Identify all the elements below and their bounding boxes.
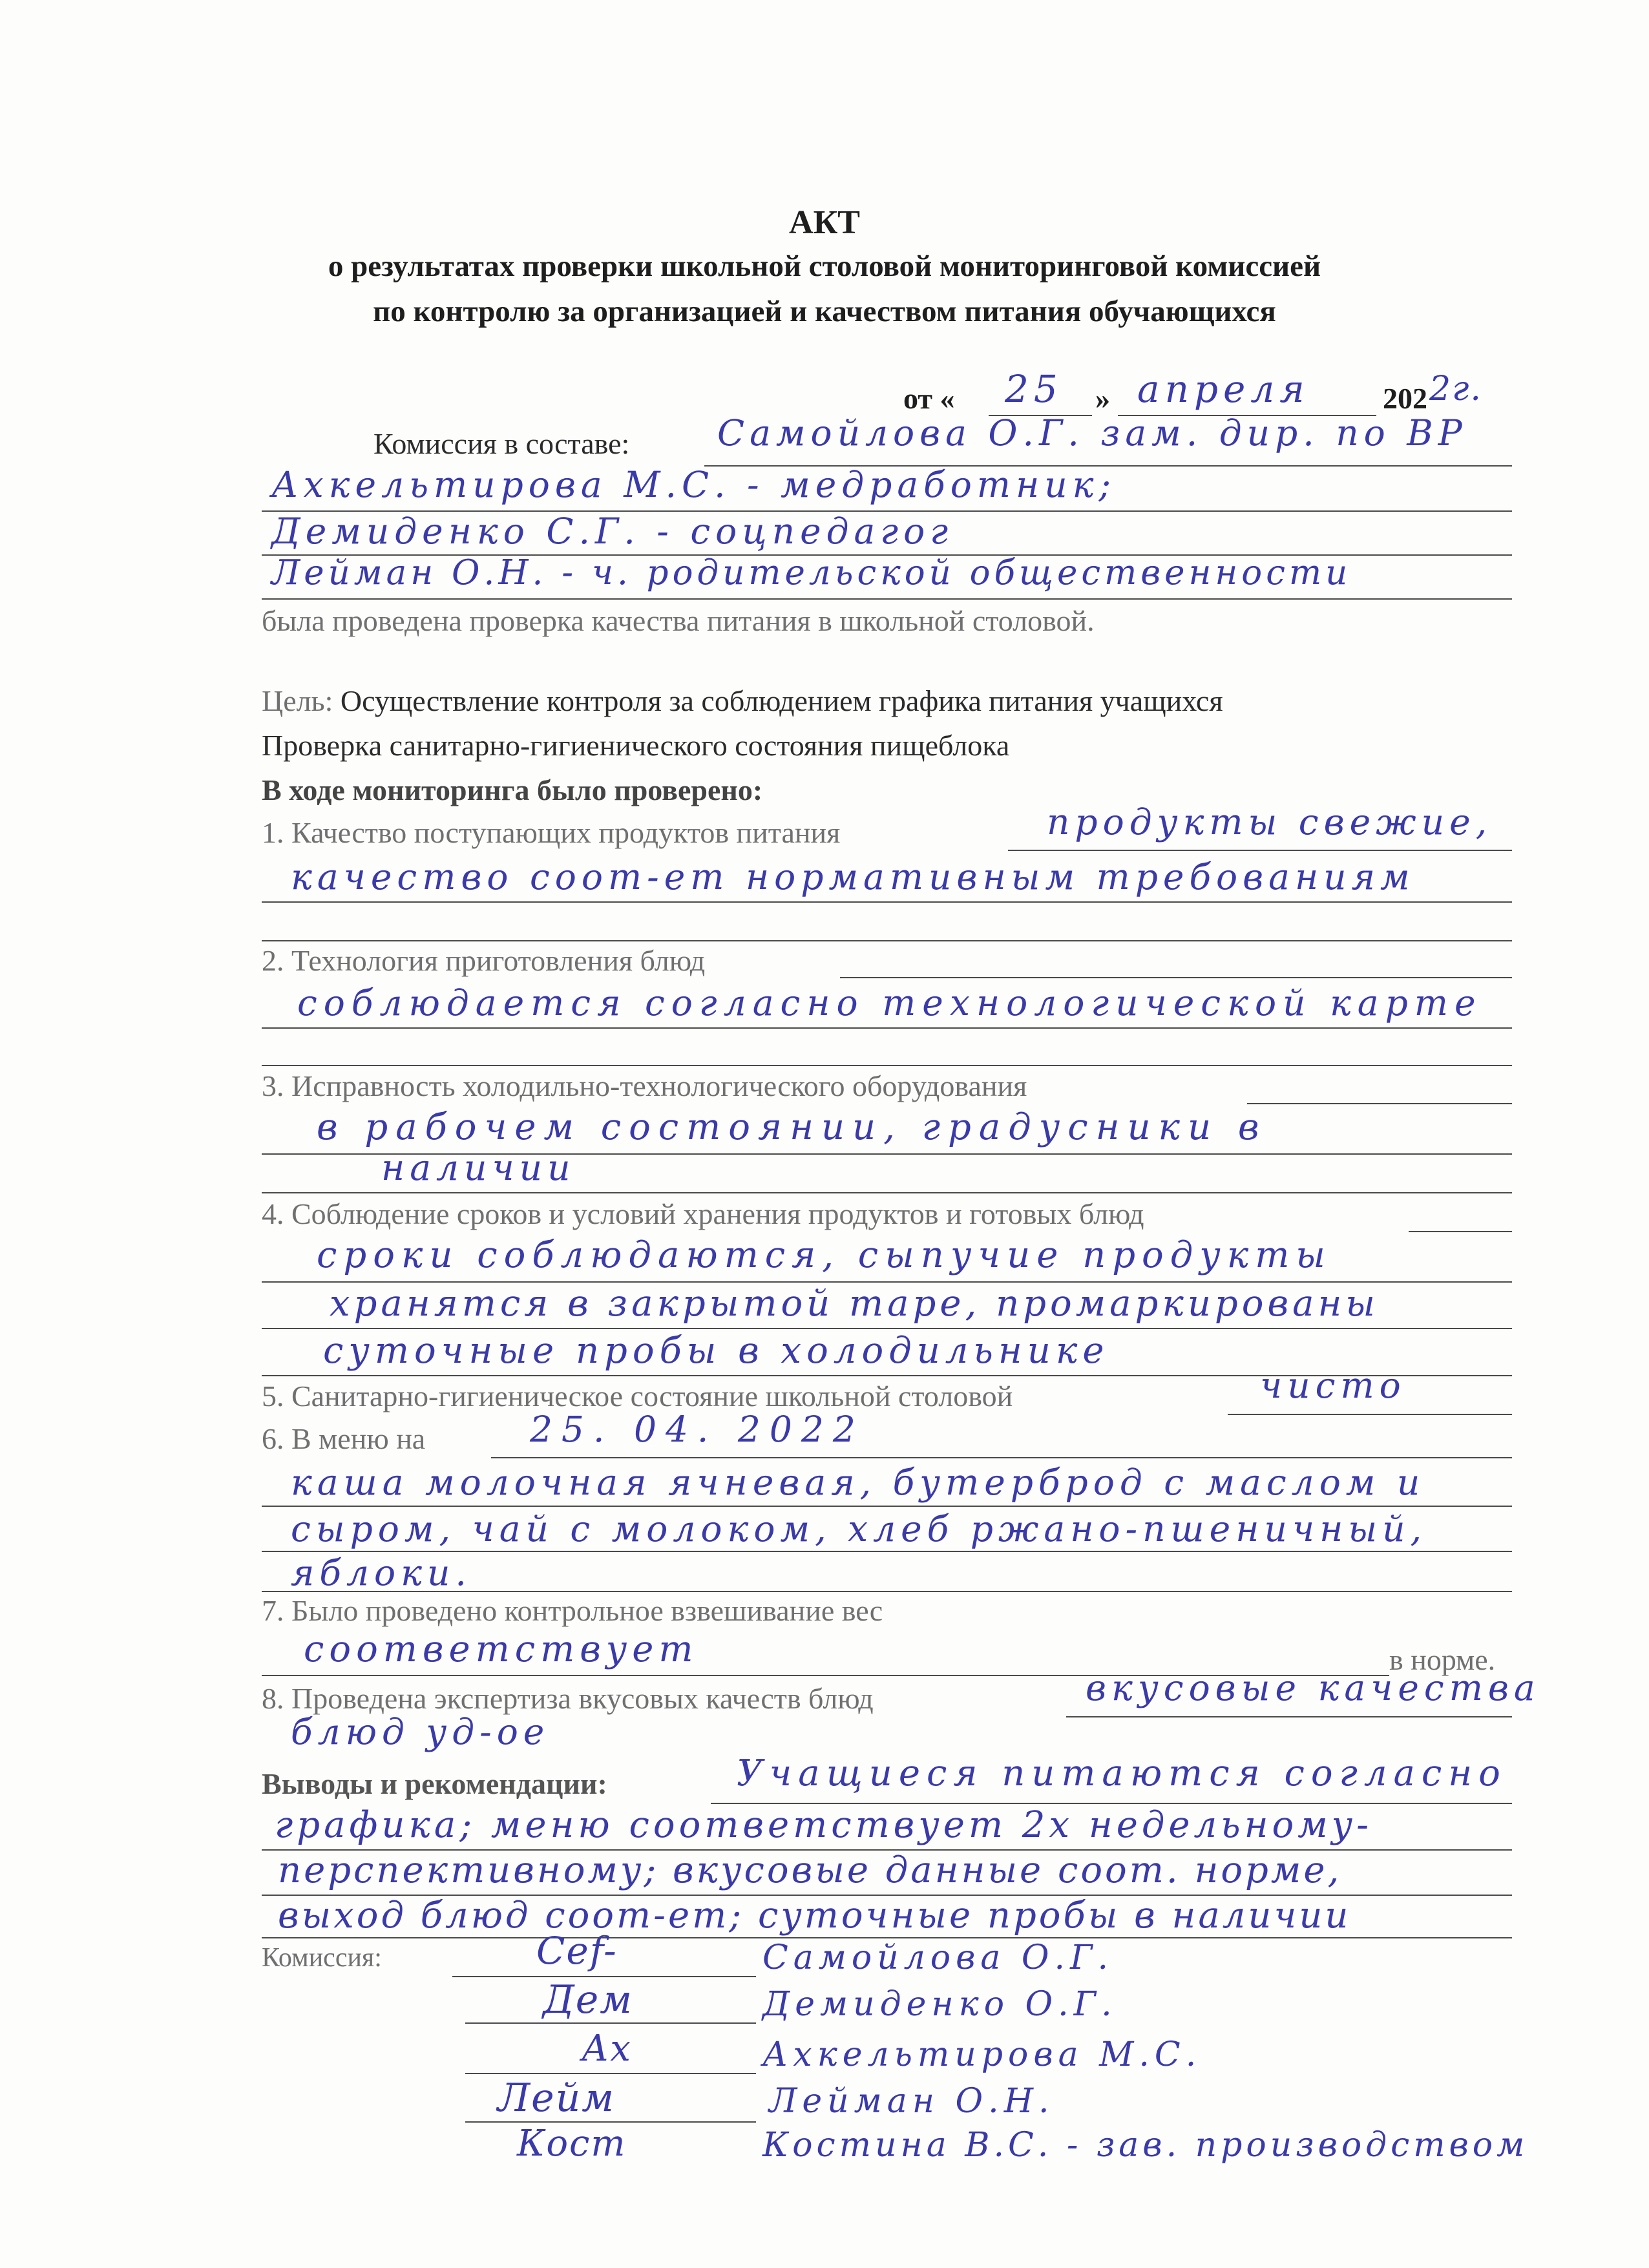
- item-8-label: 8. Проведена экспертиза вкусовых качеств блюд: [262, 1682, 874, 1715]
- conclusions-line-2: графика; меню соответствует 2х недельному-: [275, 1804, 1373, 1846]
- item-3-answer-2: наличии: [381, 1147, 576, 1188]
- item-3-label: 3. Исправность холодильно-технологического оборудования: [262, 1069, 1027, 1102]
- item-2-answer-1: соблюдается согласно технологической карте: [297, 982, 1482, 1024]
- signature-name-5: Костина В.С. - зав. производством: [762, 2126, 1529, 2165]
- commission-statement: была проведена проверка качества питания в школьной столовой.: [262, 604, 1095, 637]
- item-1-rule-2: [262, 901, 1512, 903]
- item-6-rule-1: [491, 1457, 1512, 1458]
- goal-line-1: [262, 684, 1223, 718]
- date-month: апреля: [1137, 367, 1310, 411]
- signature-name-3: Ахкельтирова М.С.: [762, 2035, 1202, 2074]
- item-2-rule-3: [262, 1065, 1512, 1066]
- signature-name-2: Демиденко О.Г.: [762, 1985, 1117, 2024]
- commission-label: Комиссия в составе:: [373, 427, 630, 460]
- item-4-label: 4. Соблюдение сроков и условий хранения продуктов и готовых блюд: [262, 1197, 1144, 1230]
- item-4-rule-1: [1409, 1231, 1512, 1232]
- item-7-answer: соответствует: [304, 1628, 698, 1670]
- commission-rule-4: [262, 598, 1512, 600]
- date-year-printed: 202: [1383, 382, 1427, 415]
- item-6-answer-2: сыром, чай с молоком, хлеб ржано-пшеничный,: [291, 1508, 1427, 1549]
- date-mid: »: [1095, 382, 1110, 415]
- item-6-rule-4: [262, 1591, 1512, 1592]
- conclusions-line-3: перспективному; вкусовые данные соот. норме,: [278, 1849, 1342, 1891]
- item-8-answer-2: блюд уд-ое: [291, 1711, 550, 1752]
- commission-member-2: Ахкельтирова М.С. - медработник;: [271, 464, 1116, 505]
- item-3-answer-1: в рабочем состоянии, градусники в: [317, 1106, 1267, 1148]
- commission-member-1: Самойлова О.Г. зам. дир. по ВР: [717, 412, 1467, 454]
- date-day: 25: [1005, 367, 1063, 411]
- date-year-handwritten: 2г.: [1429, 370, 1482, 408]
- item-6-date: 25. 04. 2022: [530, 1409, 865, 1450]
- item-4-answer-2: хранятся в закрытой таре, промаркированы: [330, 1283, 1379, 1325]
- item-6-answer-3: яблоки.: [291, 1552, 472, 1593]
- signature-mark-3: Ах: [582, 2028, 632, 2070]
- signature-name-1: Самойлова О.Г.: [762, 1938, 1114, 1977]
- item-2-rule-2: [262, 1027, 1512, 1029]
- item-8-rule: [1066, 1716, 1512, 1717]
- item-4-answer-3: суточные пробы в холодильнике: [323, 1330, 1109, 1372]
- conclusions-line-4: выход блюд соот-ет; суточные пробы в наличии: [278, 1895, 1351, 1937]
- signature-mark-2: Дем: [543, 1977, 634, 2022]
- goal-label: Цель:: [262, 684, 333, 717]
- signature-name-4: Лейман О.Н.: [769, 2082, 1055, 2121]
- monitoring-heading: В ходе мониторинга было проверено:: [262, 773, 763, 806]
- item-4-answer-1: сроки соблюдаются, сыпучие продукты: [317, 1234, 1332, 1276]
- item-5-answer: чисто: [1260, 1365, 1406, 1406]
- item-8-answer-1: вкусовые качества: [1086, 1667, 1540, 1708]
- document-subtitle-line-2: по контролю за организацией и качеством питания обучающихся: [373, 295, 1276, 328]
- item-1-rule-1: [1008, 850, 1512, 851]
- item-1-rule-3: [262, 940, 1512, 941]
- signature-line-3: [465, 2073, 756, 2074]
- document-title: АКТ: [789, 204, 860, 241]
- item-4-rule-3: [262, 1328, 1512, 1329]
- conclusions-line-1: Учащиеся питаются согласно: [737, 1752, 1507, 1794]
- item-3-rule-3: [262, 1192, 1512, 1193]
- signature-mark-5: Кост: [517, 2123, 627, 2165]
- item-2-rule-1: [840, 977, 1512, 978]
- signature-line-2: [465, 2022, 756, 2024]
- goal-text-1: Осуществление контроля за соблюдением графика питания учащихся: [340, 684, 1223, 717]
- commission-member-4: Лейман О.Н. - ч. родительской общественности: [271, 553, 1352, 593]
- commission-member-3: Демиденко С.Г. - соцпедагог: [271, 510, 953, 552]
- signature-mark-4: Лейм: [498, 2075, 615, 2121]
- item-6-answer-1: каша молочная ячневая, бутерброд с маслом и: [291, 1462, 1425, 1503]
- signatures-label: Комиссия:: [262, 1943, 382, 1973]
- item-5-rule: [1228, 1414, 1512, 1415]
- item-5-label: 5. Санитарно-гигиеническое состояние школьной столовой: [262, 1380, 1013, 1412]
- signature-mark-1: Сеf-: [536, 1929, 618, 1973]
- item-1-answer-2: качество соот-ет нормативным требованиям: [291, 856, 1415, 898]
- item-6-rule-2: [262, 1506, 1512, 1507]
- item-3-rule-1: [1247, 1103, 1512, 1104]
- date-prefix: от «: [903, 382, 955, 415]
- item-2-label: 2. Технология приготовления блюд: [262, 944, 706, 977]
- conclusions-label: Выводы и рекомендации:: [262, 1767, 607, 1800]
- item-1-answer-1: продукты свежие,: [1047, 801, 1493, 843]
- item-7-suffix: в норме.: [1389, 1643, 1496, 1676]
- item-7-label: 7. Было проведено контрольное взвешивание вес: [262, 1594, 883, 1627]
- document-subtitle-line-1: о результатах проверки школьной столовой мониторинговой комиссией: [328, 249, 1321, 283]
- goal-text-2: Проверка санитарно-гигиенического состояния пищеблока: [262, 729, 1010, 762]
- item-1-label: 1. Качество поступающих продуктов питания: [262, 816, 841, 849]
- item-6-label: 6. В меню на: [262, 1422, 426, 1455]
